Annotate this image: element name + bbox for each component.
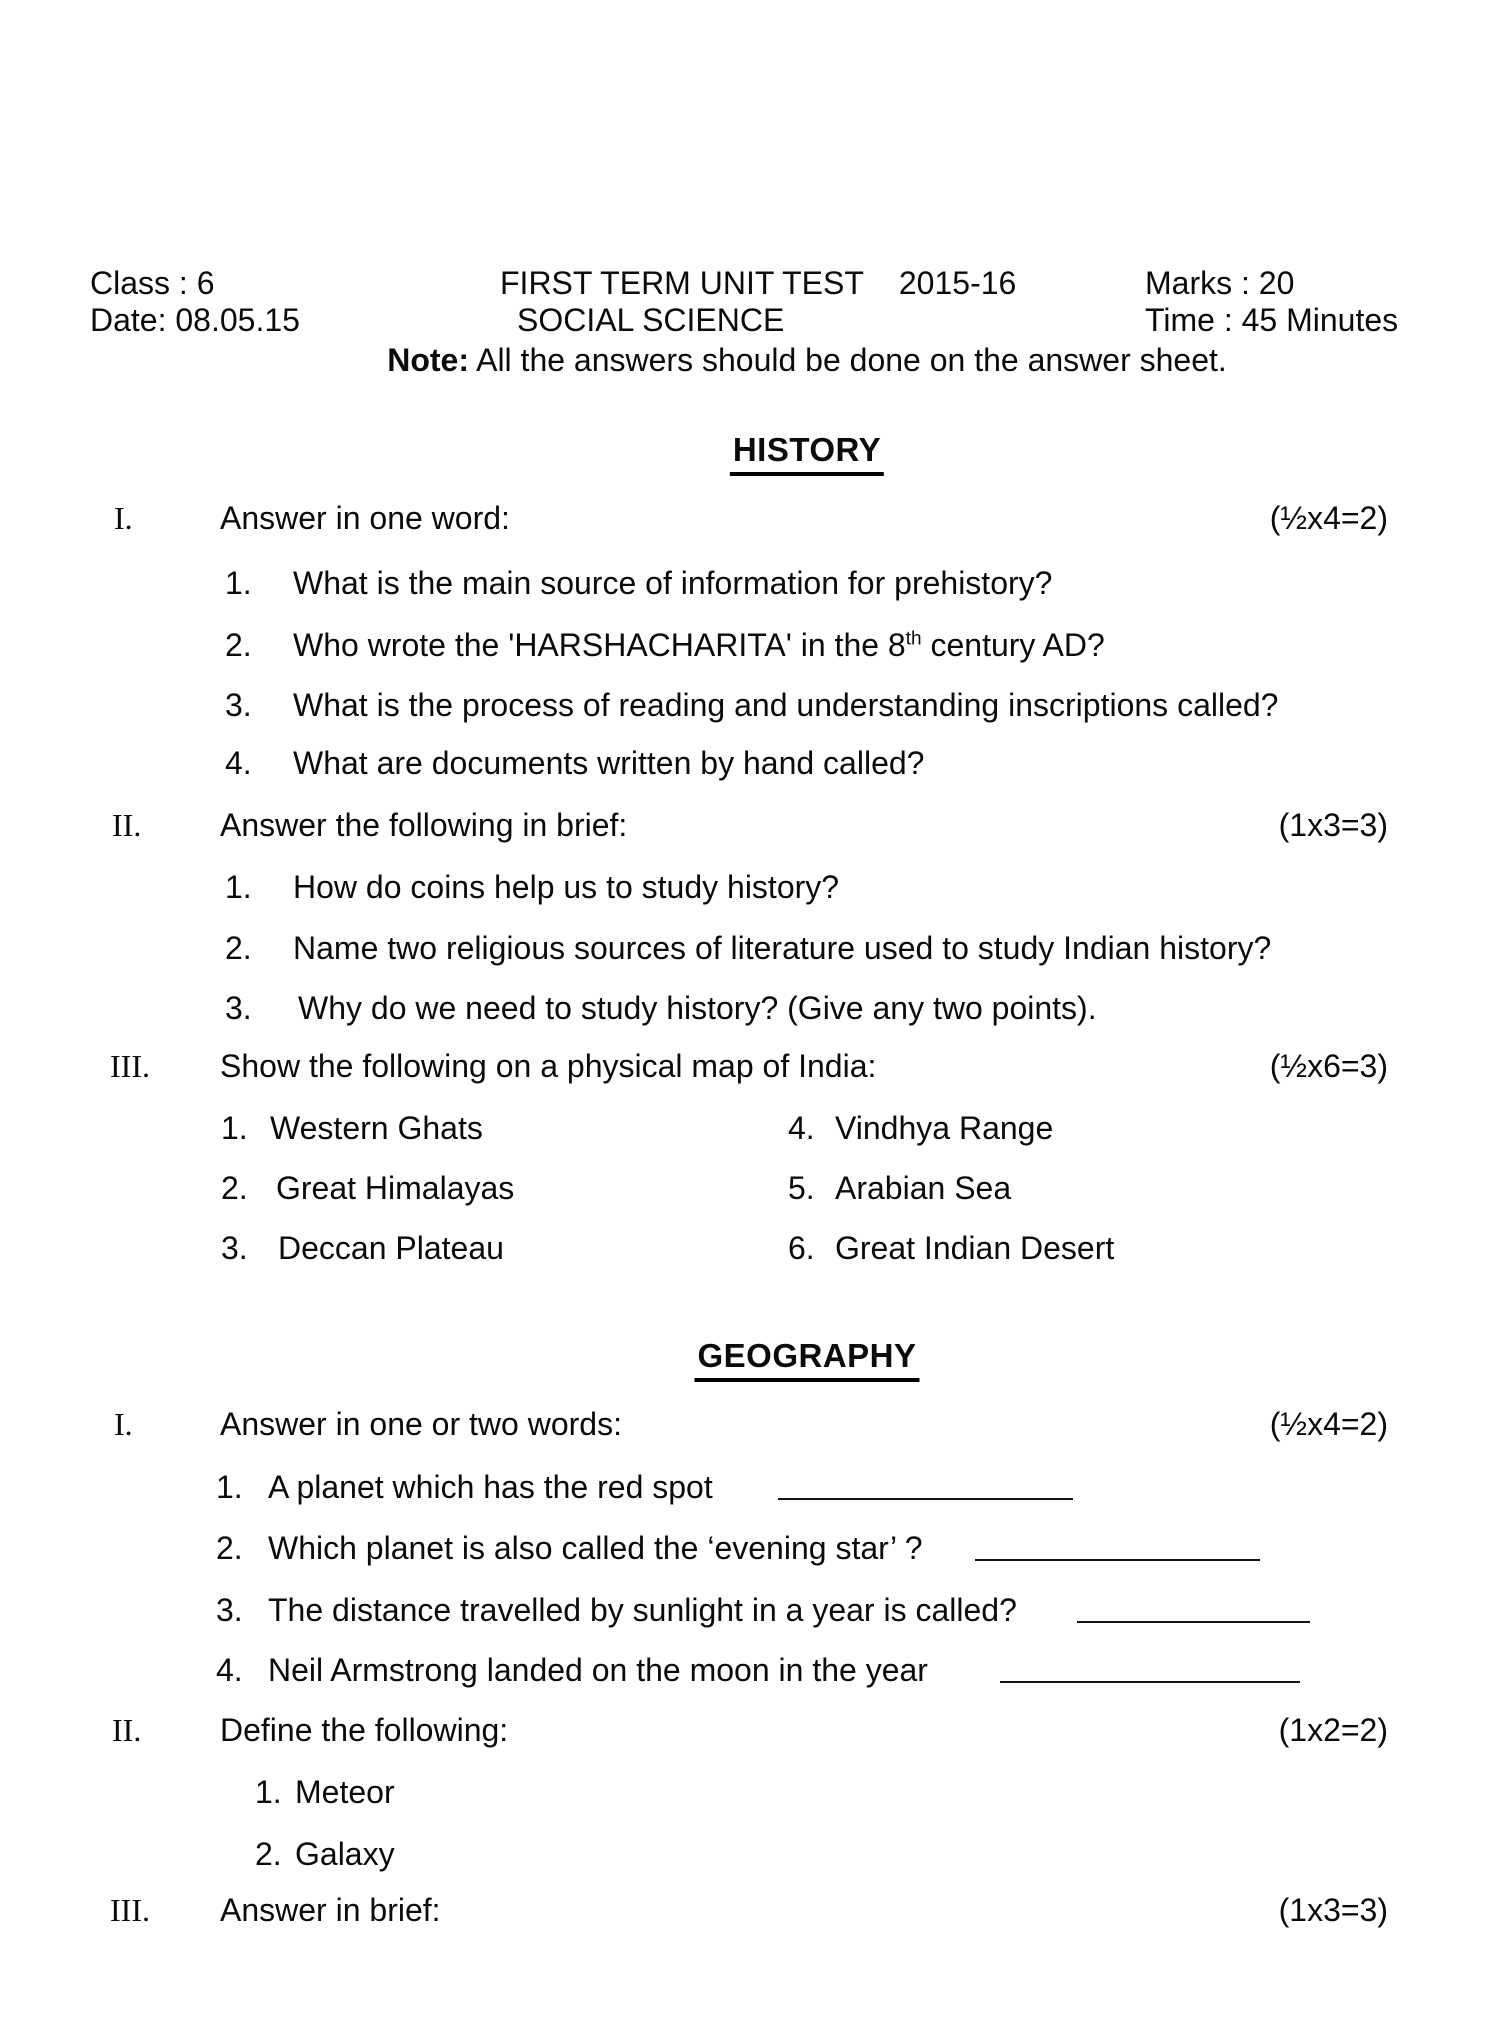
- note-row: [0, 339, 1505, 381]
- history-2-question-2: [0, 927, 1505, 969]
- question-text: What is the process of reading and understanding inscriptions called?: [293, 687, 1279, 723]
- list-item-number: 4.: [788, 1110, 815, 1146]
- geography-section-2-heading: [0, 1709, 1505, 1751]
- section-numeral: II.: [112, 807, 142, 843]
- answer-blank: [975, 1531, 1260, 1561]
- list-item-number: 6.: [788, 1230, 815, 1266]
- question-number: 2.: [255, 1836, 282, 1872]
- geography-title-row: [0, 1335, 1505, 1377]
- geography-1-question-2: [0, 1527, 1505, 1569]
- question-text: The distance travelled by sunlight in a year is called?: [268, 1592, 1017, 1628]
- question-text-part: century AD?: [921, 627, 1105, 663]
- geography-2-item-1: [0, 1771, 1505, 1813]
- section-numeral: I.: [114, 500, 133, 536]
- section-instruction: Define the following:: [220, 1712, 509, 1748]
- history-section-2-heading: [0, 804, 1505, 846]
- question-text-part: Who wrote the 'HARSHACHARITA' in the 8: [293, 627, 906, 663]
- section-marks: (½x4=2): [1269, 1406, 1388, 1442]
- section-instruction: Show the following on a physical map of India:: [220, 1048, 877, 1084]
- section-marks: (1x3=3): [1278, 807, 1388, 843]
- section-marks: (½x4=2): [1269, 500, 1388, 536]
- list-item-number: 2.: [221, 1170, 248, 1206]
- answer-blank: [1000, 1653, 1300, 1683]
- map-list-row-2: [0, 1167, 1505, 1209]
- list-item-number: 5.: [788, 1170, 815, 1206]
- marks-total: Marks : 20: [1145, 265, 1295, 301]
- answer-blank: [1077, 1593, 1310, 1623]
- geography-2-item-2: [0, 1833, 1505, 1875]
- history-section-3-heading: [0, 1045, 1505, 1087]
- question-text: Meteor: [295, 1774, 395, 1810]
- date-label: Date: 08.05.15: [90, 302, 300, 338]
- section-numeral: II.: [112, 1712, 142, 1748]
- question-number: 4.: [216, 1652, 243, 1688]
- question-text: What is the main source of information for prehistory?: [293, 565, 1053, 601]
- header-row-2: [0, 299, 1505, 341]
- geography-1-question-4: [0, 1649, 1505, 1691]
- map-list-row-1: [0, 1107, 1505, 1149]
- list-item-text: Great Indian Desert: [835, 1230, 1115, 1266]
- geography-section-1-heading: [0, 1403, 1505, 1445]
- question-text: Neil Armstrong landed on the moon in the year: [268, 1652, 928, 1688]
- section-marks: (1x2=2): [1278, 1712, 1388, 1748]
- question-number: 2.: [225, 627, 252, 663]
- list-item-number: 1.: [221, 1110, 248, 1146]
- question-number: 4.: [225, 745, 252, 781]
- question-text: A planet which has the red spot: [268, 1469, 713, 1505]
- history-2-question-3: [0, 987, 1505, 1029]
- list-item-number: 3.: [221, 1230, 248, 1266]
- history-1-question-3: [0, 684, 1505, 726]
- question-text: How do coins help us to study history?: [293, 869, 840, 905]
- map-list-row-3: [0, 1227, 1505, 1269]
- geography-1-question-1: [0, 1466, 1505, 1508]
- exam-title: FIRST TERM UNIT TEST 2015-16: [500, 265, 1017, 301]
- header-row-1: [0, 262, 1505, 304]
- list-item-text: Vindhya Range: [835, 1110, 1054, 1146]
- question-text: Which planet is also called the ‘evening star’ ?: [268, 1530, 923, 1566]
- list-item-text: Deccan Plateau: [278, 1230, 504, 1266]
- class-label: Class : 6: [90, 265, 215, 301]
- list-item-text: Arabian Sea: [835, 1170, 1012, 1206]
- list-item-text: Great Himalayas: [276, 1170, 515, 1206]
- history-title-row: [0, 429, 1505, 471]
- history-1-question-2: [0, 624, 1505, 666]
- section-instruction: Answer the following in brief:: [220, 807, 628, 843]
- geography-1-question-3: [0, 1589, 1505, 1631]
- section-numeral: I.: [114, 1406, 133, 1442]
- section-marks: (½x6=3): [1269, 1048, 1388, 1084]
- note-text: All the answers should be done on the answer sheet.: [468, 342, 1227, 378]
- history-1-question-4: [0, 742, 1505, 784]
- question-text: What are documents written by hand called?: [293, 745, 925, 781]
- history-1-question-1: [0, 562, 1505, 604]
- geography-section-3-heading: [0, 1889, 1505, 1931]
- question-number: 3.: [225, 687, 252, 723]
- question-number: 1.: [225, 565, 252, 601]
- time-limit: Time : 45 Minutes: [1145, 302, 1399, 338]
- note: [387, 339, 1227, 381]
- question-text: Name two religious sources of literature used to study Indian history?: [293, 930, 1272, 966]
- question-number: 1.: [225, 869, 252, 905]
- question-number: 2.: [216, 1530, 243, 1566]
- history-2-question-1: [0, 866, 1505, 908]
- geography-title: GEOGRAPHY: [694, 1335, 919, 1382]
- section-numeral: III.: [110, 1048, 150, 1084]
- section-instruction: Answer in one or two words:: [220, 1406, 622, 1442]
- question-text: Galaxy: [295, 1836, 395, 1872]
- answer-blank: [778, 1470, 1073, 1500]
- history-section-1-heading: [0, 497, 1505, 539]
- question-number: 1.: [255, 1774, 282, 1810]
- ordinal-superscript: th: [905, 628, 922, 650]
- section-instruction: Answer in one word:: [220, 500, 510, 536]
- question-text: Why do we need to study history? (Give any two points).: [298, 990, 1097, 1026]
- history-title: HISTORY: [730, 429, 884, 476]
- section-numeral: III.: [110, 1892, 150, 1928]
- question-number: 1.: [216, 1469, 243, 1505]
- section-marks: (1x3=3): [1278, 1892, 1388, 1928]
- section-instruction: Answer in brief:: [220, 1892, 441, 1928]
- list-item-text: Western Ghats: [270, 1110, 483, 1146]
- question-number: 3.: [225, 990, 252, 1026]
- note-label: Note:: [387, 342, 469, 378]
- question-number: 3.: [216, 1592, 243, 1628]
- question-text: [293, 624, 1105, 666]
- question-number: 2.: [225, 930, 252, 966]
- subject-title: SOCIAL SCIENCE: [517, 302, 785, 338]
